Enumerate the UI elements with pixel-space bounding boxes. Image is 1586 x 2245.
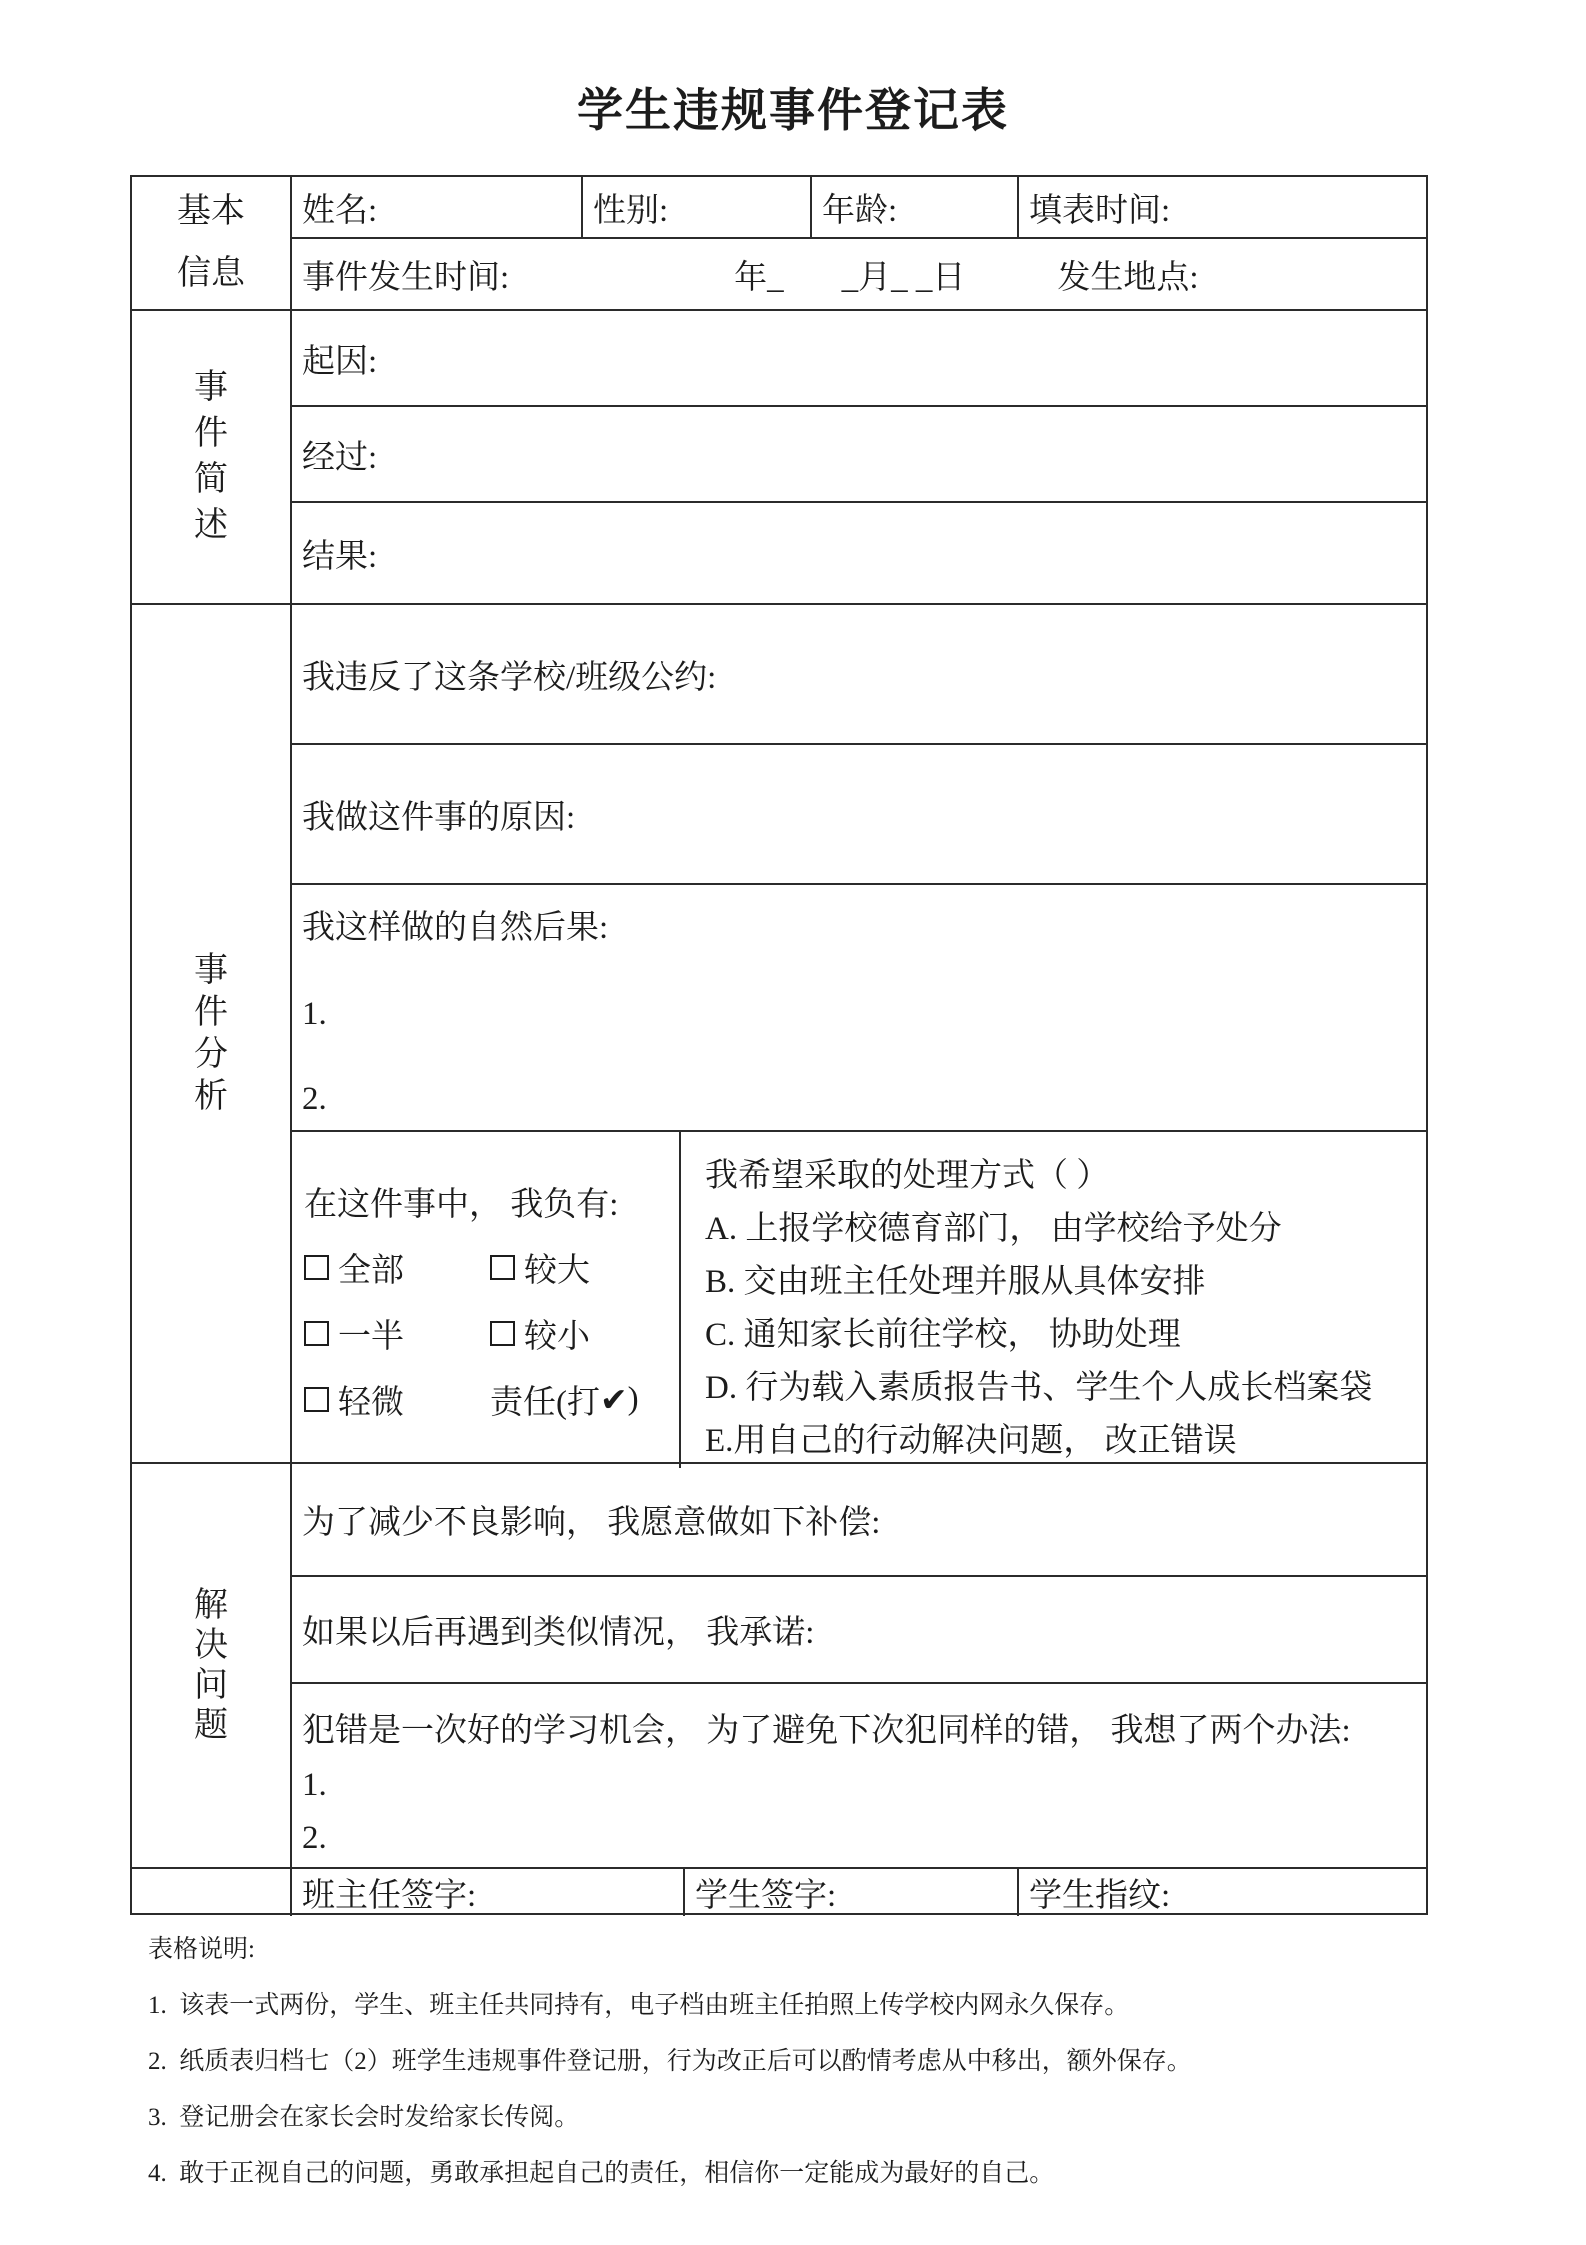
responsibility-prompt: 在这件事中， 我负有:	[304, 1186, 619, 1223]
checkbox-icon[interactable]	[304, 1387, 329, 1412]
section-event-analysis	[132, 605, 1426, 1464]
section-event-summary	[132, 311, 1426, 605]
checkbox-icon[interactable]	[490, 1255, 515, 1280]
form-table	[130, 175, 1428, 1915]
responsibility-tail	[490, 1376, 679, 1423]
reason-prompt: 我做这件事的原因:	[302, 799, 576, 836]
compensation-field-cell	[292, 1464, 1426, 1577]
checkbox-label: 较小	[524, 1318, 590, 1355]
responsibility-option-half	[304, 1310, 490, 1357]
handling-prompt: 我希望采取的处理方式（ ）	[705, 1158, 1110, 1194]
consequence-item-1: 1.	[302, 996, 327, 1032]
note-item-2: 2. 纸质表归档七（2）班学生违规事件登记册，行为改正后可以酌情考虑从中移出，额外保存。	[148, 2048, 1192, 2075]
methods-item-1: 1.	[302, 1767, 327, 1803]
responsibility-option-row	[304, 1310, 679, 1357]
analysis-split-row	[292, 1132, 1426, 1468]
process-label: 经过:	[302, 439, 378, 476]
methods-prompt: 犯错是一次好的学习机会， 为了避免下次犯同样的错， 我想了两个办法:	[302, 1713, 1351, 1749]
basic-info-body	[292, 177, 1426, 309]
note-item-4: 4. 敢于正视自己的问题，勇敢承担起自己的责任，相信你一定能成为最好的自己。	[148, 2160, 1055, 2187]
side-label-line: 事	[194, 951, 228, 989]
side-label-line: 件	[194, 993, 228, 1031]
consequence-prompt: 我这样做的自然后果:	[302, 910, 609, 946]
violation-field-cell	[292, 605, 1426, 745]
handling-option-b: B. 交由班主任处理并服从具体安排	[705, 1264, 1206, 1300]
promise-prompt: 如果以后再遇到类似情况， 我承诺:	[302, 1615, 815, 1651]
violation-prompt: 我违反了这条学校/班级公约:	[302, 659, 717, 696]
checkbox-icon[interactable]	[304, 1321, 329, 1346]
basic-info-row-1	[292, 177, 1426, 239]
checkbox-label: 一半	[338, 1318, 404, 1355]
consequence-item-2: 2.	[302, 1081, 327, 1117]
section-signatures	[132, 1869, 1426, 1916]
gender-label: 性别:	[593, 192, 669, 229]
student-signature-cell	[685, 1869, 1019, 1916]
promise-field-cell	[292, 1577, 1426, 1684]
responsibility-cell	[292, 1132, 681, 1468]
fill-time-field-cell	[1019, 177, 1426, 237]
handling-option-d: D. 行为载入素质报告书、学生个人成长档案袋	[705, 1370, 1373, 1406]
month-day-blank: _月_ _日	[841, 259, 966, 296]
name-label: 姓名:	[302, 192, 378, 229]
responsibility-tail-close: )	[627, 1380, 639, 1417]
basic-info-row-2	[292, 239, 1426, 309]
compensation-prompt: 为了减少不良影响， 我愿意做如下补偿:	[302, 1505, 881, 1541]
cause-field-cell	[292, 311, 1426, 407]
responsibility-option-slight	[304, 1376, 490, 1423]
responsibility-option-major	[490, 1244, 679, 1291]
result-field-cell	[292, 503, 1426, 603]
side-label-line: 述	[194, 507, 228, 544]
fill-time-label: 填表时间:	[1029, 192, 1171, 229]
responsibility-option-row	[304, 1376, 679, 1423]
side-label-line: 件	[194, 415, 228, 452]
responsibility-option-full	[304, 1244, 490, 1291]
year-blank: 年_	[734, 259, 784, 296]
fingerprint-label: 学生指纹:	[1029, 1878, 1171, 1914]
gender-field-cell	[583, 177, 812, 237]
cause-label: 起因:	[302, 343, 378, 380]
signature-row	[292, 1869, 1426, 1916]
side-label-line: 决	[194, 1626, 228, 1664]
event-summary-body	[292, 311, 1426, 603]
notes-heading: 表格说明:	[148, 1936, 255, 1963]
student-signature-label: 学生签字:	[695, 1878, 837, 1914]
teacher-signature-cell	[292, 1869, 685, 1916]
side-label-line: 解	[194, 1586, 228, 1624]
fingerprint-cell	[1019, 1869, 1426, 1916]
responsibility-tail-text: 责任(打	[490, 1384, 600, 1421]
side-label-line: 问	[194, 1666, 228, 1704]
methods-item-2: 2.	[302, 1820, 327, 1856]
note-item-1: 1. 该表一式两份，学生、班主任共同持有，电子档由班主任拍照上传学校内网永久保存。	[148, 1992, 1130, 2019]
process-field-cell	[292, 407, 1426, 503]
responsibility-option-minor	[490, 1310, 679, 1357]
event-analysis-body	[292, 605, 1426, 1462]
side-label-line: 信息	[177, 255, 245, 292]
checkbox-label: 较大	[524, 1252, 590, 1289]
side-label-event-summary	[132, 311, 292, 603]
methods-field-cell	[292, 1684, 1426, 1871]
section-problem-solving	[132, 1464, 1426, 1869]
check-mark-icon: ✔	[600, 1379, 628, 1419]
signature-side-empty-cell	[132, 1869, 292, 1916]
note-item-3: 3. 登记册会在家长会时发给家长传阅。	[148, 2104, 580, 2131]
side-label-problem-solving	[132, 1464, 292, 1867]
side-label-line: 基本	[177, 193, 245, 230]
side-label-line: 分	[194, 1035, 228, 1073]
handling-cell	[681, 1132, 1426, 1468]
checkbox-icon[interactable]	[304, 1255, 329, 1280]
side-label-event-analysis	[132, 605, 292, 1462]
checkbox-label: 全部	[338, 1252, 404, 1289]
page-title: 学生违规事件登记表	[577, 85, 1009, 136]
section-basic-info	[132, 177, 1426, 311]
signatures-body	[292, 1869, 1426, 1916]
handling-option-a: A. 上报学校德育部门， 由学校给予处分	[705, 1211, 1282, 1247]
handling-option-e: E.用自己的行动解决问题， 改正错误	[705, 1423, 1237, 1459]
age-label: 年龄:	[822, 192, 898, 229]
side-label-line: 题	[194, 1706, 228, 1744]
checkbox-label: 轻微	[338, 1384, 404, 1421]
result-label: 结果:	[302, 538, 378, 575]
age-field-cell	[812, 177, 1019, 237]
checkbox-icon[interactable]	[490, 1321, 515, 1346]
consequence-field-cell	[292, 885, 1426, 1132]
handling-option-c: C. 通知家长前往学校， 协助处理	[705, 1317, 1181, 1353]
event-time-label: 事件发生时间:	[302, 259, 510, 296]
side-label-line: 析	[194, 1077, 228, 1115]
notes	[148, 1934, 1458, 2189]
side-label-basic-info	[132, 177, 292, 309]
problem-solving-body	[292, 1464, 1426, 1867]
side-label-line: 事	[194, 369, 228, 406]
teacher-signature-label: 班主任签字:	[302, 1878, 477, 1914]
side-label-line: 简	[194, 461, 228, 498]
name-field-cell	[292, 177, 583, 237]
location-label: 发生地点:	[1057, 259, 1199, 296]
responsibility-option-row	[304, 1244, 679, 1291]
reason-field-cell	[292, 745, 1426, 885]
